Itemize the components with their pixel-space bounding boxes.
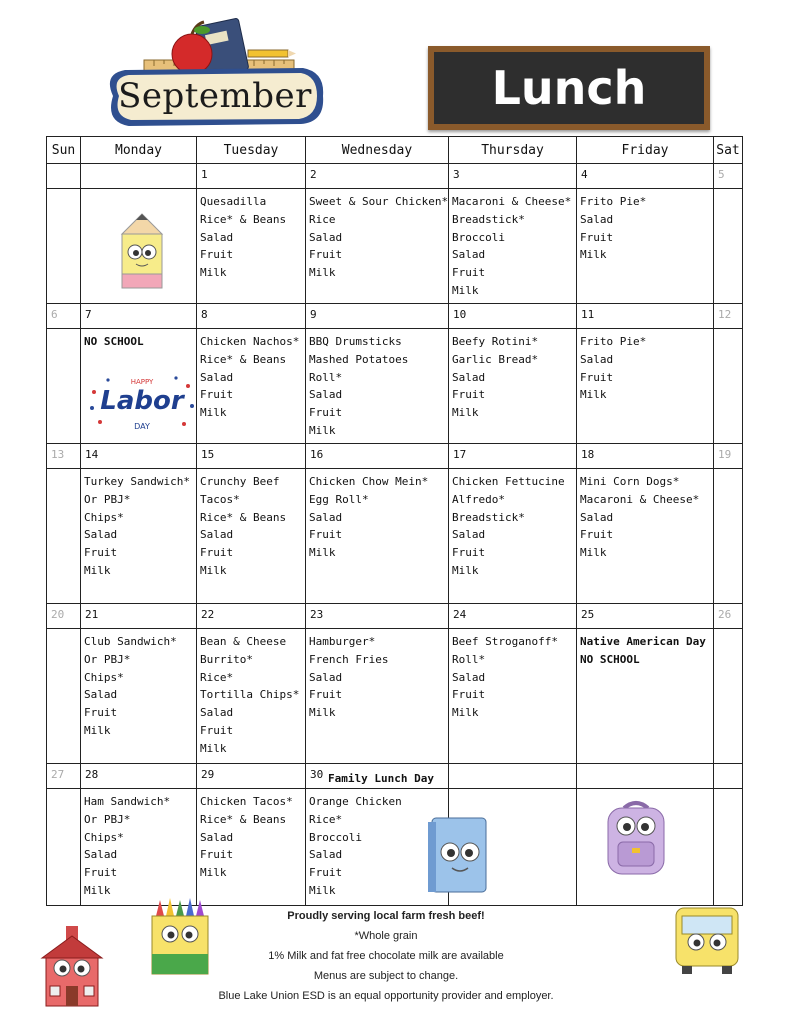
menu-item: Egg Roll* — [309, 492, 369, 506]
menu-item: Frito Pie* — [580, 335, 647, 348]
menu-item: Bean & Cheese — [200, 635, 287, 648]
footer-line: Blue Lake Union ESD is an equal opportunity provider and employer. — [218, 990, 554, 1002]
menu-cell — [714, 629, 743, 764]
menu-item: Milk — [309, 883, 336, 897]
menu-cell — [449, 329, 577, 444]
menu-items — [47, 329, 80, 333]
date-number: 20 — [51, 608, 65, 621]
menu-cell — [47, 469, 81, 604]
menu-items — [47, 469, 80, 473]
menu-item: Club Sandwich* — [84, 635, 177, 648]
menu-item: Salad — [309, 848, 343, 862]
menu-cell — [577, 629, 714, 764]
menu-items — [197, 629, 305, 758]
menu-item: Salad — [452, 670, 486, 684]
date-number: 1 — [201, 168, 208, 181]
menu-item: Milk — [452, 563, 479, 577]
date-number: 7 — [85, 308, 92, 321]
menu-item: Turkey Sandwich* — [84, 475, 190, 488]
menu-item: Salad — [309, 388, 343, 402]
menu-item: Chicken Fettucine — [452, 475, 565, 488]
menu-item: Fruit — [309, 248, 343, 262]
menu-items — [81, 329, 196, 351]
menu-items — [577, 329, 713, 404]
date-cell — [81, 164, 197, 189]
date-number — [714, 764, 742, 768]
menu-item: Sweet & Sour Chicken* — [309, 195, 448, 208]
menu-item: Milk — [84, 563, 111, 577]
menu-items — [47, 189, 80, 193]
menu-item: NO SCHOOL — [84, 335, 144, 348]
menu-item: Salad — [200, 706, 234, 720]
menu-items — [449, 629, 576, 722]
menu-item: Alfredo* — [452, 492, 505, 506]
day-header-row — [47, 137, 743, 164]
menu-cell — [306, 189, 449, 304]
date-row — [47, 304, 743, 329]
menu-items — [449, 789, 576, 793]
menu-item: Milk — [309, 546, 336, 560]
menu-item: Fruit — [200, 388, 234, 402]
menu-cell — [714, 789, 743, 906]
menu-item: Milk — [200, 266, 227, 280]
menu-item: Macaroni & Cheese* — [452, 195, 572, 208]
menu-item: Milk — [580, 546, 607, 560]
date-cell — [306, 444, 449, 469]
date-number: 27 — [51, 768, 65, 781]
menu-items — [714, 329, 742, 333]
menu-items — [306, 629, 448, 722]
date-number: 6 — [51, 308, 58, 321]
menu-item: Fruit — [200, 848, 234, 862]
menu-cell — [47, 629, 81, 764]
date-cell — [197, 304, 306, 329]
family-lunch-day-text: Family Lunch Day — [328, 772, 434, 785]
menu-item: Milk — [309, 266, 336, 280]
menu-item: Rice — [309, 212, 336, 226]
school-bus-character-icon — [670, 904, 744, 976]
menu-cell — [197, 629, 306, 764]
menu-item: Orange Chicken — [309, 795, 402, 808]
date-number: 10 — [453, 308, 467, 321]
menu-item: Crunchy Beef — [200, 475, 280, 488]
menu-item: Salad — [452, 370, 486, 384]
date-cell — [577, 444, 714, 469]
menu-item: Milk — [200, 406, 227, 420]
day-header: Sun — [47, 137, 81, 164]
menu-item: Breadstick* — [452, 212, 525, 226]
menu-cell — [197, 329, 306, 444]
menu-item: Milk — [452, 706, 479, 720]
menu-cell — [306, 629, 449, 764]
menu-items — [81, 629, 196, 740]
menu-item: Fruit — [452, 266, 486, 280]
date-cell — [47, 444, 81, 469]
date-cell — [714, 444, 743, 469]
menu-item: Fruit — [309, 866, 343, 880]
menu-item: Salad — [309, 510, 343, 524]
menu-item: Salad — [84, 688, 118, 702]
date-number: 18 — [581, 448, 595, 461]
menu-item: Fruit — [309, 406, 343, 420]
menu-item: Salad — [452, 248, 486, 262]
menu-item: Fruit — [309, 688, 343, 702]
menu-items — [714, 189, 742, 193]
menu-item: Salad — [200, 528, 234, 542]
menu-items — [197, 189, 305, 282]
menu-items — [81, 189, 196, 193]
date-number: 4 — [581, 168, 588, 181]
day-header: Sat — [714, 137, 743, 164]
date-number — [449, 764, 576, 768]
menu-items — [577, 469, 713, 562]
date-number: 28 — [85, 768, 99, 781]
date-row — [47, 164, 743, 189]
menu-item: Milk — [200, 741, 227, 755]
menu-item: Salad — [580, 212, 614, 226]
menu-cell — [47, 189, 81, 304]
day-header: Friday — [577, 137, 714, 164]
date-cell — [577, 164, 714, 189]
day-header: Tuesday — [197, 137, 306, 164]
menu-item: Hamburger* — [309, 635, 376, 648]
menu-item: Milk — [452, 406, 479, 420]
date-number: 3 — [453, 168, 460, 181]
menu-item: Salad — [84, 528, 118, 542]
menu-item: Native American Day — [580, 635, 706, 648]
date-cell — [197, 164, 306, 189]
menu-cell — [47, 789, 81, 906]
menu-items — [81, 789, 196, 900]
date-cell — [449, 164, 577, 189]
date-number: 26 — [718, 608, 732, 621]
footer-line: Proudly serving local farm fresh beef! — [287, 910, 485, 922]
date-cell — [714, 764, 743, 789]
menu-cell — [577, 189, 714, 304]
footer-line: Menus are subject to change. — [313, 970, 459, 982]
menu-cell — [449, 189, 577, 304]
menu-item: Ham Sandwich* — [84, 795, 171, 808]
menu-item: Fruit — [84, 866, 118, 880]
menu-item: Fruit — [309, 528, 343, 542]
menu-item: Mashed Potatoes — [309, 352, 409, 366]
date-cell — [449, 444, 577, 469]
menu-items — [449, 189, 576, 300]
schoolhouse-character-icon — [38, 924, 106, 1008]
menu-item: Fruit — [200, 723, 234, 737]
date-cell — [81, 604, 197, 629]
menu-item: Milk — [309, 423, 336, 437]
menu-item: Rice* & Beans — [200, 352, 287, 366]
date-number: 19 — [718, 448, 732, 461]
date-cell — [449, 304, 577, 329]
date-cell — [47, 764, 81, 789]
footer-line: *Whole grain — [354, 930, 418, 942]
date-number: 24 — [453, 608, 467, 621]
date-number: 16 — [310, 448, 324, 461]
date-cell — [714, 304, 743, 329]
menu-item: Rice* & Beans — [200, 812, 287, 826]
menu-items — [577, 789, 713, 793]
menu-item: Broccoli — [452, 230, 505, 244]
menu-item: Roll* — [452, 652, 486, 666]
menu-item: Roll* — [309, 370, 343, 384]
menu-item: Broccoli — [309, 830, 362, 844]
book-character-icon — [424, 812, 494, 896]
date-number: 11 — [581, 308, 595, 321]
menu-item: French Fries — [309, 652, 389, 666]
menu-item: Salad — [84, 848, 118, 862]
menu-item: Salad — [452, 528, 486, 542]
month-badge — [103, 62, 327, 130]
date-number: 5 — [718, 168, 725, 181]
menu-item: Milk — [309, 706, 336, 720]
menu-items — [306, 469, 448, 562]
menu-items — [197, 469, 305, 580]
menu-items — [306, 329, 448, 440]
menu-cell — [197, 189, 306, 304]
menu-item: Or PBJ* — [84, 652, 131, 666]
menu-items — [47, 789, 80, 793]
day-header: Monday — [81, 137, 197, 164]
date-row — [47, 604, 743, 629]
menu-item: Salad — [200, 230, 234, 244]
menu-item: Breadstick* — [452, 510, 525, 524]
menu-item: Milk — [452, 283, 479, 297]
date-number — [81, 164, 196, 168]
chalkboard — [428, 46, 710, 130]
date-number: 13 — [51, 448, 65, 461]
menu-item: Chips* — [84, 670, 124, 684]
menu-item: Salad — [580, 510, 614, 524]
menu-items — [714, 469, 742, 473]
date-number — [577, 764, 713, 768]
date-cell — [47, 304, 81, 329]
menu-cell — [449, 469, 577, 604]
family-lunch-day-label — [328, 767, 434, 786]
menu-item: Fruit — [84, 706, 118, 720]
menu-cell — [306, 329, 449, 444]
menu-item: Fruit — [84, 546, 118, 560]
menu-items — [577, 189, 713, 264]
date-number: 17 — [453, 448, 467, 461]
date-number: 29 — [201, 768, 215, 781]
date-cell — [577, 604, 714, 629]
date-cell — [81, 444, 197, 469]
date-number: 9 — [310, 308, 317, 321]
date-cell — [306, 164, 449, 189]
menu-item: Beef Stroganoff* — [452, 635, 558, 648]
menu-item: Milk — [200, 866, 227, 880]
date-cell — [306, 604, 449, 629]
menu-item: Salad — [309, 670, 343, 684]
menu-item: Beefy Rotini* — [452, 335, 539, 348]
menu-cell — [577, 329, 714, 444]
menu-item: Fruit — [200, 248, 234, 262]
labor-day-main: Labor — [100, 386, 184, 416]
menu-item: Chicken Tacos* — [200, 795, 293, 808]
date-number: 21 — [85, 608, 99, 621]
date-cell — [577, 764, 714, 789]
date-cell — [449, 604, 577, 629]
menu-item: NO SCHOOL — [580, 652, 640, 666]
menu-cell — [197, 469, 306, 604]
menu-item: Milk — [580, 388, 607, 402]
menu-items — [449, 329, 576, 422]
date-number: 25 — [581, 608, 595, 621]
menu-item: Milk — [84, 723, 111, 737]
menu-item: Salad — [580, 352, 614, 366]
menu-items — [197, 329, 305, 422]
labor-day-day: DAY — [134, 422, 150, 431]
date-cell — [47, 604, 81, 629]
date-number: 14 — [85, 448, 99, 461]
menu-items — [197, 789, 305, 882]
date-cell — [197, 764, 306, 789]
menu-items — [81, 469, 196, 580]
date-row — [47, 444, 743, 469]
menu-item: Fruit — [452, 688, 486, 702]
menu-cell — [714, 469, 743, 604]
date-number: 15 — [201, 448, 215, 461]
menu-cell — [81, 789, 197, 906]
date-cell — [306, 304, 449, 329]
menu-items — [577, 629, 713, 669]
date-cell — [449, 764, 577, 789]
menu-item: Or PBJ* — [84, 492, 131, 506]
menu-item: Fruit — [200, 546, 234, 560]
menu-cell — [449, 629, 577, 764]
menu-items — [714, 789, 742, 793]
menu-item: Mini Corn Dogs* — [580, 475, 680, 488]
menu-item: Chips* — [84, 510, 124, 524]
footer — [150, 906, 622, 1006]
menu-item: Rice* & Beans — [200, 510, 287, 524]
menu-item: Fruit — [452, 546, 486, 560]
footer-line: 1% Milk and fat free chocolate milk are available — [268, 950, 504, 962]
page-title: Lunch — [491, 61, 647, 115]
menu-cell — [81, 469, 197, 604]
day-header: Wednesday — [306, 137, 449, 164]
menu-cell — [47, 329, 81, 444]
menu-item: Quesadilla — [200, 195, 267, 208]
date-number: 30 — [310, 768, 324, 781]
menu-item: Garlic Bread* — [452, 352, 539, 366]
date-number: 12 — [718, 308, 732, 321]
menu-item: Salad — [200, 370, 234, 384]
menu-item: Frito Pie* — [580, 195, 647, 208]
menu-item: Macaroni & Cheese* — [580, 492, 700, 506]
month-title: September — [118, 76, 312, 116]
date-cell — [47, 164, 81, 189]
menu-item: Rice* — [200, 670, 234, 684]
menu-item: Tacos* — [200, 492, 240, 506]
menu-item: Fruit — [580, 528, 614, 542]
date-cell — [81, 304, 197, 329]
menu-item: Chicken Chow Mein* — [309, 475, 429, 488]
menu-item: Rice* & Beans — [200, 212, 287, 226]
menu-item: Or PBJ* — [84, 812, 131, 826]
menu-item: Salad — [200, 830, 234, 844]
menu-cell — [714, 329, 743, 444]
menu-item: Fruit — [580, 230, 614, 244]
date-number — [47, 164, 80, 168]
date-cell — [81, 764, 197, 789]
menu-item: Chicken Nachos* — [200, 335, 300, 348]
header — [0, 0, 791, 136]
menu-item: Fruit — [452, 388, 486, 402]
date-number: 2 — [310, 168, 317, 181]
labor-day-graphic — [88, 372, 196, 436]
menu-item: Tortilla Chips* — [200, 688, 300, 702]
date-number: 23 — [310, 608, 324, 621]
menu-cell — [306, 469, 449, 604]
menu-cell — [577, 469, 714, 604]
menu-item: Salad — [309, 230, 343, 244]
pencil-character-icon — [112, 212, 172, 292]
menu-item: Burrito* — [200, 652, 253, 666]
menu-cell — [81, 629, 197, 764]
backpack-character-icon — [600, 798, 672, 878]
labor-day-happy: HAPPY — [130, 378, 154, 386]
menu-item: BBQ Drumsticks — [309, 335, 402, 348]
date-cell — [197, 444, 306, 469]
menu-item: Rice* — [309, 812, 343, 826]
menu-items — [47, 629, 80, 633]
menu-row — [47, 469, 743, 604]
menu-item: Fruit — [580, 370, 614, 384]
menu-row — [47, 629, 743, 764]
menu-item: Chips* — [84, 830, 124, 844]
menu-items — [714, 629, 742, 633]
menu-items — [449, 469, 576, 580]
menu-item: Milk — [200, 563, 227, 577]
date-number: 22 — [201, 608, 215, 621]
date-cell — [714, 604, 743, 629]
date-cell — [577, 304, 714, 329]
menu-items — [306, 189, 448, 282]
date-cell — [714, 164, 743, 189]
day-header: Thursday — [449, 137, 577, 164]
menu-cell — [197, 789, 306, 906]
menu-cell — [714, 189, 743, 304]
menu-item: Milk — [580, 248, 607, 262]
menu-item: Milk — [84, 883, 111, 897]
date-cell — [197, 604, 306, 629]
date-number: 8 — [201, 308, 208, 321]
